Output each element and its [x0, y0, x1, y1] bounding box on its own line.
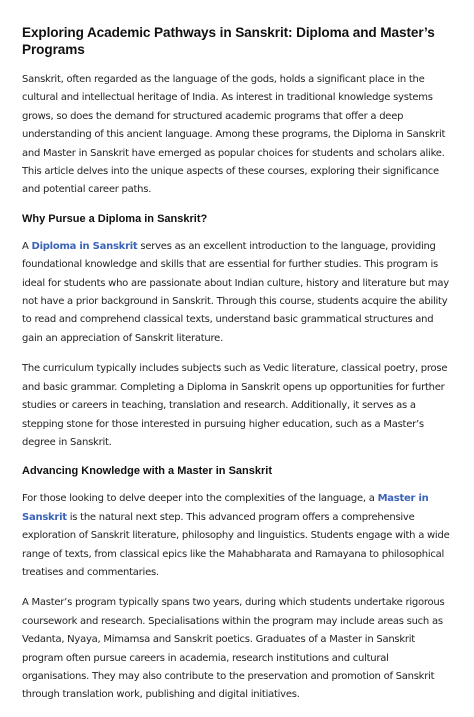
diploma-paragraph-1 — [22, 238, 454, 348]
section-heading-diploma: Why Pursue a Diploma in Sanskrit? — [22, 212, 208, 225]
paragraph-text: For those looking to delve deeper into the complexities of the language, a — [22, 493, 378, 505]
diploma-in-sanskrit-link[interactable]: Diploma in Sanskrit — [31, 240, 138, 252]
intro-paragraph: Sanskrit, often regarded as the language of the gods, holds a significant place in the cultural and intellectual heritage of India. As interest in traditional knowledge systems grows, so does the demand for structured academic programs that offer a deep understanding of this ancient language. Among these programs, the Diploma in Sanskrit and Master in Sanskrit have emerged as popular choices for students and scholars alike. This article delves into the unique aspects of these courses, exploring their significance and potential career paths. — [22, 74, 446, 196]
master-in-sanskrit-link[interactable]: Master in Sanskrit — [22, 493, 429, 523]
section-heading-master: Advancing Knowledge with a Master in Sanskrit — [22, 465, 272, 478]
document-page — [22, 24, 454, 717]
paragraph-text: is the natural next step. This advanced program offers a comprehensive exploration of Sanskrit literature, philosophy and linguistics. Students engage with a wide range of texts, from classical epics like the Mahabharata and Ramayana to philosophical treatises and commentaries. — [22, 511, 450, 578]
master-paragraph-2: A Master’s program typically spans two years, during which students undertake rigorous coursework and research. Specialisations within the program may include areas such as Vedanta, Nyaya, Mimamsa and Sanskrit poetics. Graduates of a Master in Sanskrit program often pursue careers in academia, research institutions and cultural organisations. They may also contribute to the preservation and promotion of Sanskrit through translation work, publishing and digital initiatives. — [22, 597, 445, 701]
page-title: Exploring Academic Pathways in Sanskrit: Diploma and Master’s Programs — [22, 25, 435, 57]
master-paragraph-1 — [22, 490, 454, 582]
paragraph-text: A — [22, 240, 32, 252]
paragraph-text: serves as an excellent introduction to the language, providing foundational knowledge and skills that are essential for further studies. This program is ideal for students who are passionate about Indian culture, history and literature but may not have a prior background in Sanskrit. Through this course, students acquire the ability to read and comprehend classical texts, understand basic grammatical structures and gain an appreciation of Sanskrit literature. — [22, 240, 449, 344]
diploma-paragraph-2: The curriculum typically includes subjects such as Vedic literature, classical poetry, prose and basic grammar. Completing a Diploma in Sanskrit opens up opportunities for further studies or careers in teaching, translation and research. Additionally, it serves as a stepping stone for those interested in pursuing higher education, such as a Master’s degree in Sanskrit. — [22, 363, 448, 448]
